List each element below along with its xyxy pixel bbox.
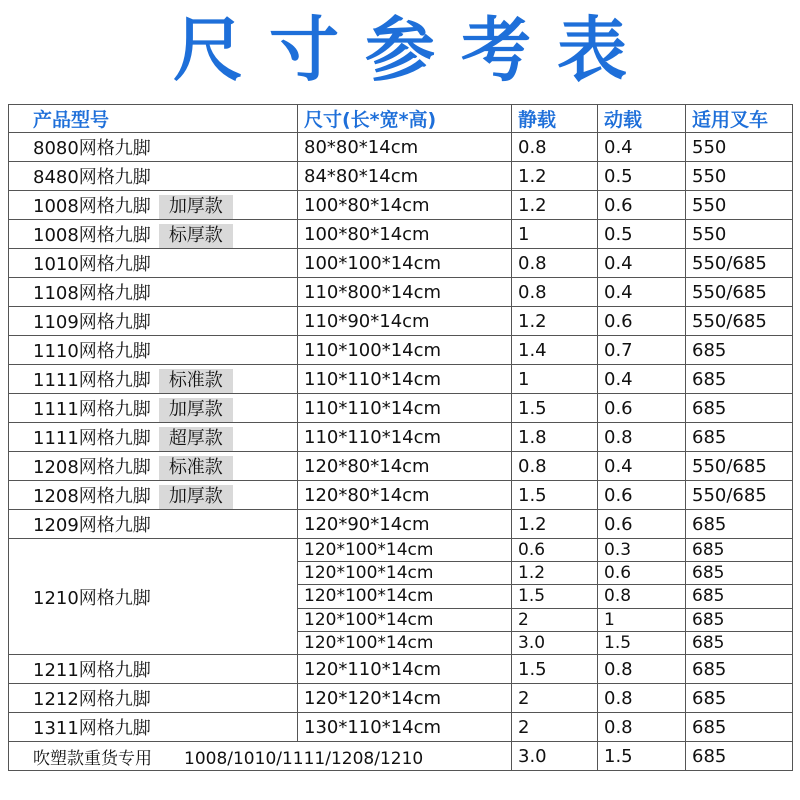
table-row	[9, 365, 793, 394]
model-cell	[9, 510, 298, 539]
dynamic-load-cell: 0.5	[598, 162, 686, 191]
model-name: 1212网格九脚	[33, 689, 151, 710]
dynamic-load-cell: 0.8	[598, 423, 686, 452]
forklift-cell: 685	[686, 585, 793, 608]
model-cell	[9, 133, 298, 162]
variant-tag: 标厚款	[159, 224, 233, 248]
size-cell: 100*100*14cm	[298, 249, 512, 278]
variant-tag: 标准款	[159, 456, 233, 480]
forklift-cell: 550	[686, 191, 793, 220]
dynamic-load-cell: 0.4	[598, 365, 686, 394]
model-name: 1208网格九脚	[33, 485, 151, 507]
size-cell: 110*100*14cm	[298, 336, 512, 365]
model-cell	[9, 713, 298, 742]
size-cell: 120*100*14cm	[298, 539, 512, 562]
header-forklift: 适用叉车	[686, 105, 793, 133]
model-name: 1110网格九脚	[33, 341, 151, 362]
model-cell	[9, 307, 298, 336]
size-cell: 110*110*14cm	[298, 394, 512, 423]
header-model: 产品型号	[9, 105, 298, 133]
dynamic-load-cell: 0.8	[598, 684, 686, 713]
special-label: 吹塑款重货专用	[33, 748, 152, 769]
forklift-cell: 550/685	[686, 481, 793, 510]
dynamic-load-cell: 0.7	[598, 336, 686, 365]
table-row	[9, 655, 793, 684]
dynamic-load-cell: 0.3	[598, 539, 686, 562]
forklift-cell: 685	[686, 336, 793, 365]
forklift-cell: 685	[686, 713, 793, 742]
model-cell	[9, 162, 298, 191]
model-name: 1108网格九脚	[33, 283, 151, 304]
size-cell: 120*100*14cm	[298, 608, 512, 631]
size-cell: 110*110*14cm	[298, 365, 512, 394]
static-load-cell: 0.8	[512, 452, 598, 481]
table-row	[9, 307, 793, 336]
size-cell: 120*110*14cm	[298, 655, 512, 684]
forklift-cell: 685	[686, 423, 793, 452]
static-load-cell: 0.8	[512, 249, 598, 278]
static-load-cell: 2	[512, 713, 598, 742]
forklift-cell: 550/685	[686, 307, 793, 336]
dynamic-load-cell: 0.6	[598, 481, 686, 510]
table-row	[9, 336, 793, 365]
special-models: 1008/1010/1111/1208/1210	[184, 748, 424, 769]
model-cell	[9, 365, 298, 394]
dynamic-load-cell: 1.5	[598, 742, 686, 771]
table-header-row	[9, 105, 793, 133]
model-name: 1311网格九脚	[33, 718, 151, 739]
size-cell: 100*80*14cm	[298, 220, 512, 249]
dynamic-load-cell: 0.5	[598, 220, 686, 249]
model-name: 1008网格九脚	[33, 195, 151, 217]
forklift-cell: 685	[686, 394, 793, 423]
model-cell	[9, 684, 298, 713]
size-cell: 120*100*14cm	[298, 562, 512, 585]
table-row	[9, 133, 793, 162]
dynamic-load-cell: 0.8	[598, 655, 686, 684]
dynamic-load-cell: 0.8	[598, 713, 686, 742]
size-reference-table	[8, 104, 793, 771]
static-load-cell: 1	[512, 220, 598, 249]
variant-tag: 加厚款	[159, 485, 233, 509]
header-size: 尺寸(长*宽*高)	[298, 105, 512, 133]
page-title: 尺寸参考表	[173, 9, 653, 91]
static-load-cell: 1.5	[512, 585, 598, 608]
dynamic-load-cell: 0.6	[598, 394, 686, 423]
table-row	[9, 423, 793, 452]
model-name: 8480网格九脚	[33, 167, 151, 188]
forklift-cell: 550/685	[686, 278, 793, 307]
variant-tag: 加厚款	[159, 195, 233, 219]
table-row	[9, 278, 793, 307]
dynamic-load-cell: 0.4	[598, 278, 686, 307]
size-cell: 120*80*14cm	[298, 481, 512, 510]
table-row	[9, 191, 793, 220]
model-cell	[9, 655, 298, 684]
forklift-cell: 550/685	[686, 249, 793, 278]
model-name: 1109网格九脚	[33, 312, 151, 333]
model-cell	[9, 278, 298, 307]
model-cell	[9, 423, 298, 452]
model-name: 1209网格九脚	[33, 515, 151, 536]
dynamic-load-cell: 0.6	[598, 510, 686, 539]
size-cell: 130*110*14cm	[298, 713, 512, 742]
model-name: 1111网格九脚	[33, 398, 151, 420]
model-name: 1211网格九脚	[33, 660, 151, 681]
static-load-cell: 1.4	[512, 336, 598, 365]
model-cell	[9, 394, 298, 423]
model-cell-1210: 1210网格九脚	[9, 539, 298, 655]
model-cell	[9, 336, 298, 365]
static-load-cell: 1.5	[512, 394, 598, 423]
table-row	[9, 481, 793, 510]
table-row	[9, 162, 793, 191]
variant-tag: 加厚款	[159, 398, 233, 422]
model-cell	[9, 452, 298, 481]
static-load-cell: 1.2	[512, 510, 598, 539]
forklift-cell: 685	[686, 631, 793, 654]
static-load-cell: 3.0	[512, 742, 598, 771]
dynamic-load-cell: 0.4	[598, 249, 686, 278]
forklift-cell: 550	[686, 133, 793, 162]
table-row	[9, 510, 793, 539]
model-name: 1008网格九脚	[33, 224, 151, 246]
model-cell	[9, 220, 298, 249]
static-load-cell: 0.6	[512, 539, 598, 562]
static-load-cell: 0.8	[512, 278, 598, 307]
size-cell: 100*80*14cm	[298, 191, 512, 220]
size-cell: 120*100*14cm	[298, 631, 512, 654]
dynamic-load-cell: 0.4	[598, 133, 686, 162]
dynamic-load-cell: 0.8	[598, 585, 686, 608]
table-row	[9, 220, 793, 249]
size-cell: 120*90*14cm	[298, 510, 512, 539]
size-cell: 120*120*14cm	[298, 684, 512, 713]
variant-tag: 超厚款	[159, 427, 233, 451]
model-name: 1010网格九脚	[33, 254, 151, 275]
dynamic-load-cell: 0.6	[598, 562, 686, 585]
header-dynamic-load: 动载	[598, 105, 686, 133]
table-row	[9, 249, 793, 278]
static-load-cell: 1	[512, 365, 598, 394]
forklift-cell: 685	[686, 365, 793, 394]
forklift-cell: 550	[686, 162, 793, 191]
static-load-cell: 1.2	[512, 162, 598, 191]
forklift-cell: 550/685	[686, 452, 793, 481]
size-cell: 110*800*14cm	[298, 278, 512, 307]
static-load-cell: 3.0	[512, 631, 598, 654]
table-row	[9, 452, 793, 481]
header-static-load: 静载	[512, 105, 598, 133]
dynamic-load-cell: 1	[598, 608, 686, 631]
special-label-cell	[9, 742, 512, 771]
size-cell: 110*90*14cm	[298, 307, 512, 336]
forklift-cell: 550	[686, 220, 793, 249]
forklift-cell: 685	[686, 655, 793, 684]
model-name: 8080网格九脚	[33, 138, 151, 159]
static-load-cell: 2	[512, 684, 598, 713]
table-row	[9, 713, 793, 742]
forklift-cell: 685	[686, 742, 793, 771]
table-row	[9, 394, 793, 423]
static-load-cell: 1.2	[512, 191, 598, 220]
model-cell	[9, 191, 298, 220]
static-load-cell: 1.2	[512, 307, 598, 336]
model-name: 1111网格九脚	[33, 427, 151, 449]
static-load-cell: 0.8	[512, 133, 598, 162]
static-load-cell: 1.2	[512, 562, 598, 585]
dynamic-load-cell: 0.6	[598, 307, 686, 336]
model-name: 1208网格九脚	[33, 456, 151, 478]
forklift-cell: 685	[686, 510, 793, 539]
table-row-special	[9, 742, 793, 771]
size-cell: 84*80*14cm	[298, 162, 512, 191]
static-load-cell: 1.5	[512, 655, 598, 684]
static-load-cell: 1.5	[512, 481, 598, 510]
dynamic-load-cell: 0.6	[598, 191, 686, 220]
size-cell: 80*80*14cm	[298, 133, 512, 162]
size-cell: 110*110*14cm	[298, 423, 512, 452]
static-load-cell: 2	[512, 608, 598, 631]
forklift-cell: 685	[686, 608, 793, 631]
forklift-cell: 685	[686, 562, 793, 585]
table-row	[9, 684, 793, 713]
forklift-cell: 685	[686, 539, 793, 562]
table-row	[9, 539, 793, 562]
size-cell: 120*100*14cm	[298, 585, 512, 608]
model-name: 1111网格九脚	[33, 369, 151, 391]
size-cell: 120*80*14cm	[298, 452, 512, 481]
model-cell	[9, 481, 298, 510]
dynamic-load-cell: 0.4	[598, 452, 686, 481]
variant-tag: 标准款	[159, 369, 233, 393]
static-load-cell: 1.8	[512, 423, 598, 452]
forklift-cell: 685	[686, 684, 793, 713]
dynamic-load-cell: 1.5	[598, 631, 686, 654]
model-cell	[9, 249, 298, 278]
